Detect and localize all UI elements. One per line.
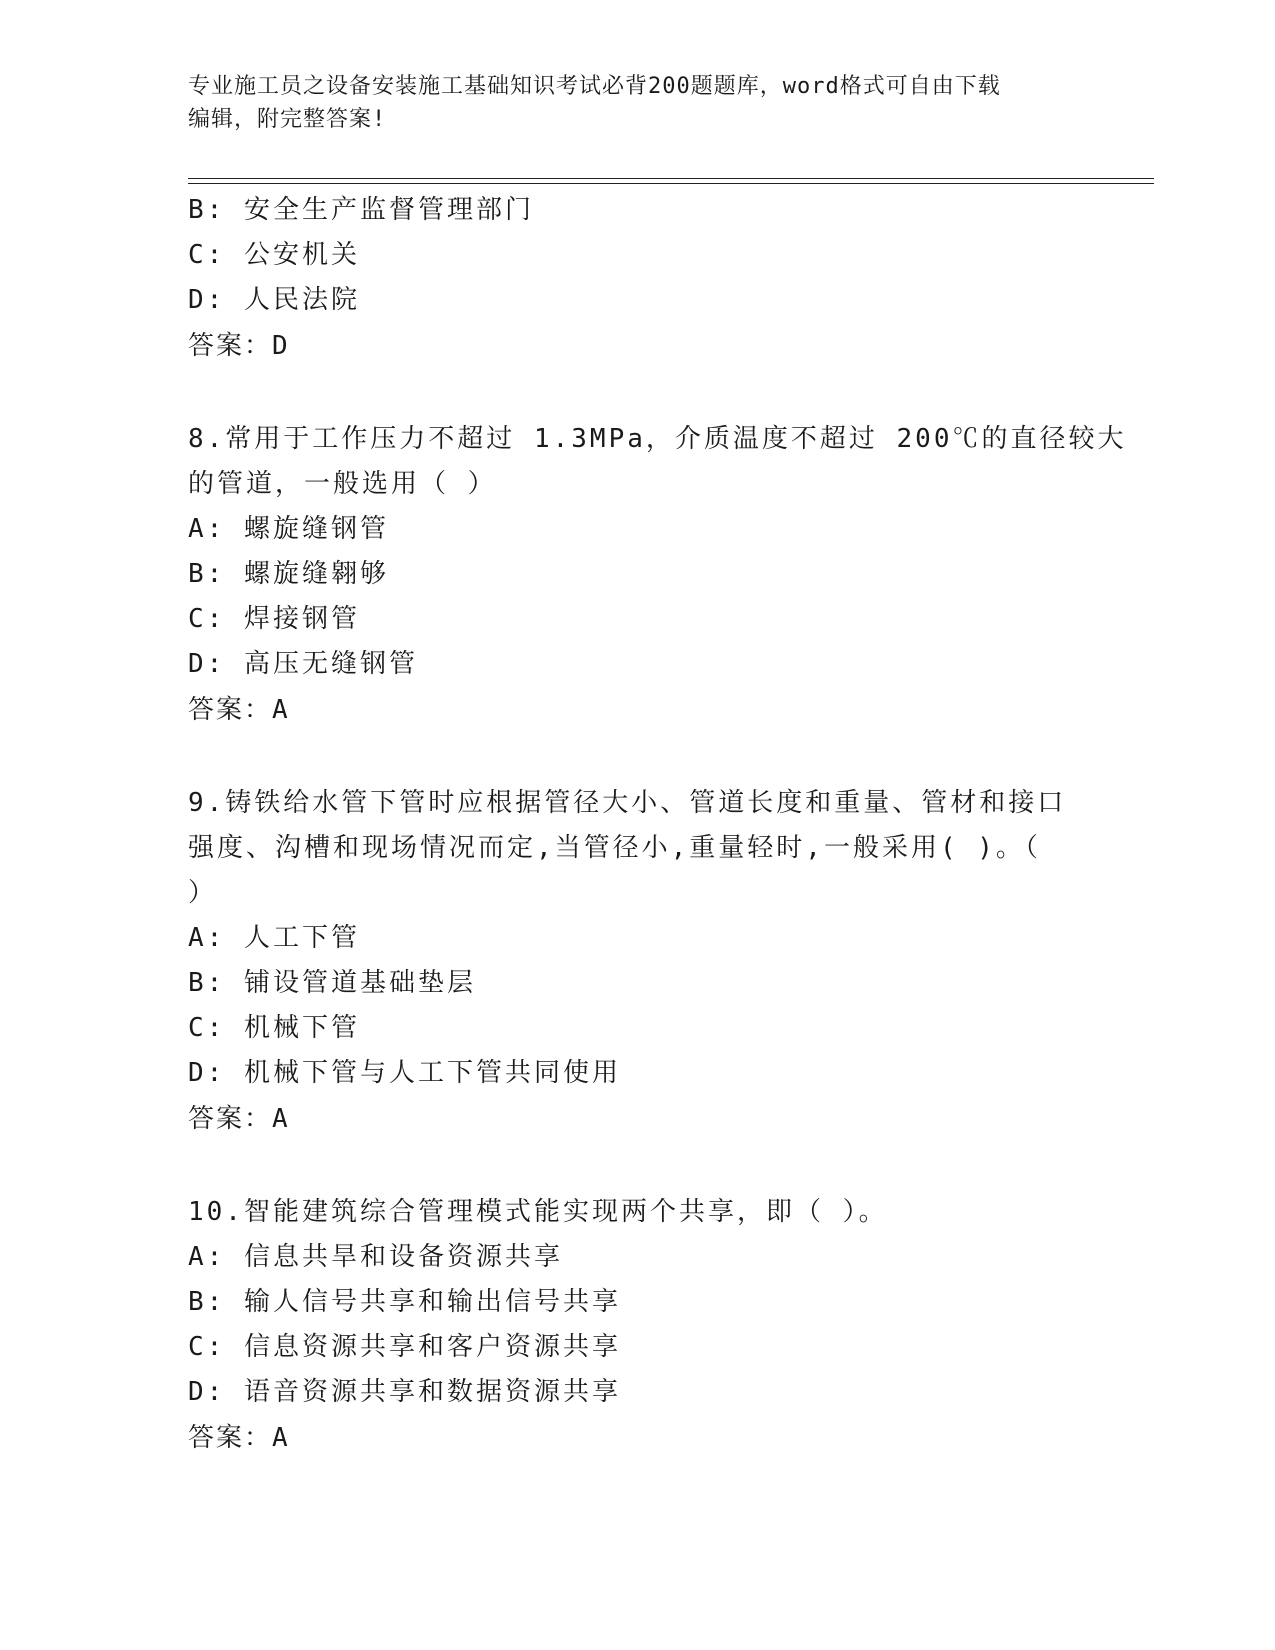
question-10-stem-line-1: 10.智能建筑综合管理模式能实现两个共享，即（ ）。 xyxy=(188,1197,888,1227)
question-10-option-b: B: 输人信号共享和输出信号共享 xyxy=(188,1287,621,1317)
question-9-stem-line-2: 强度、沟槽和现场情况而定,当管径小,重量轻时,一般采用( )。（ xyxy=(188,833,1041,863)
question-9-option-d: D: 机械下管与人工下管共同使用 xyxy=(188,1058,621,1088)
question-7-option-d: D: 人民法院 xyxy=(188,285,360,315)
document-header xyxy=(188,70,1068,136)
question-10-answer: 答案：A xyxy=(188,1423,290,1453)
question-list xyxy=(188,188,1127,1462)
question-10 xyxy=(188,1190,1068,1462)
question-7 xyxy=(188,188,1068,370)
question-8-answer: 答案：A xyxy=(188,695,290,725)
question-10-option-c: C: 信息资源共享和客户资源共享 xyxy=(188,1332,621,1362)
spacer xyxy=(188,734,1068,781)
header-line-1: 专业施工员之设备安装施工基础知识考试必背200题题库，word格式可自由下载 xyxy=(188,74,1001,99)
question-9-stem-line-3: ） xyxy=(188,878,218,908)
question-7-answer: 答案：D xyxy=(188,331,290,361)
question-7-option-c: C: 公安机关 xyxy=(188,240,360,270)
spacer xyxy=(188,370,1068,417)
header-line-2: 编辑，附完整答案! xyxy=(188,107,387,132)
question-9-answer: 答案：A xyxy=(188,1104,290,1134)
question-9 xyxy=(188,781,1068,1143)
question-7-option-b: B: 安全生产监督管理部门 xyxy=(188,195,534,225)
question-8-option-d: D: 高压无缝钢管 xyxy=(188,649,418,679)
question-10-option-a: A: 信息共旱和设备资源共享 xyxy=(188,1242,563,1272)
question-9-stem-line-1: 9.铸铁给水管下管时应根据管径大小、管道长度和重量、管材和接口 xyxy=(188,788,1067,818)
spacer xyxy=(188,1143,1068,1190)
question-8-option-a: A: 螺旋缝钢管 xyxy=(188,514,389,544)
header-divider-bottom xyxy=(188,183,1154,184)
question-10-option-d: D: 语音资源共享和数据资源共享 xyxy=(188,1377,621,1407)
question-8-option-b: B: 螺旋缝翱够 xyxy=(188,559,389,589)
question-8-stem-line-2: 的管道，一般选用（ ） xyxy=(188,469,497,499)
question-8-option-c: C: 焊接钢管 xyxy=(188,604,360,634)
question-8-stem-line-1: 8.常用于工作压力不超过 1.3MPa，介质温度不超过 200℃的直径较大 xyxy=(188,424,1127,454)
header-divider-top xyxy=(188,178,1154,179)
question-9-option-b: B: 铺设管道基础垫层 xyxy=(188,968,476,998)
question-9-option-c: C: 机械下管 xyxy=(188,1013,360,1043)
question-8 xyxy=(188,417,1127,734)
question-9-option-a: A: 人工下管 xyxy=(188,923,360,953)
